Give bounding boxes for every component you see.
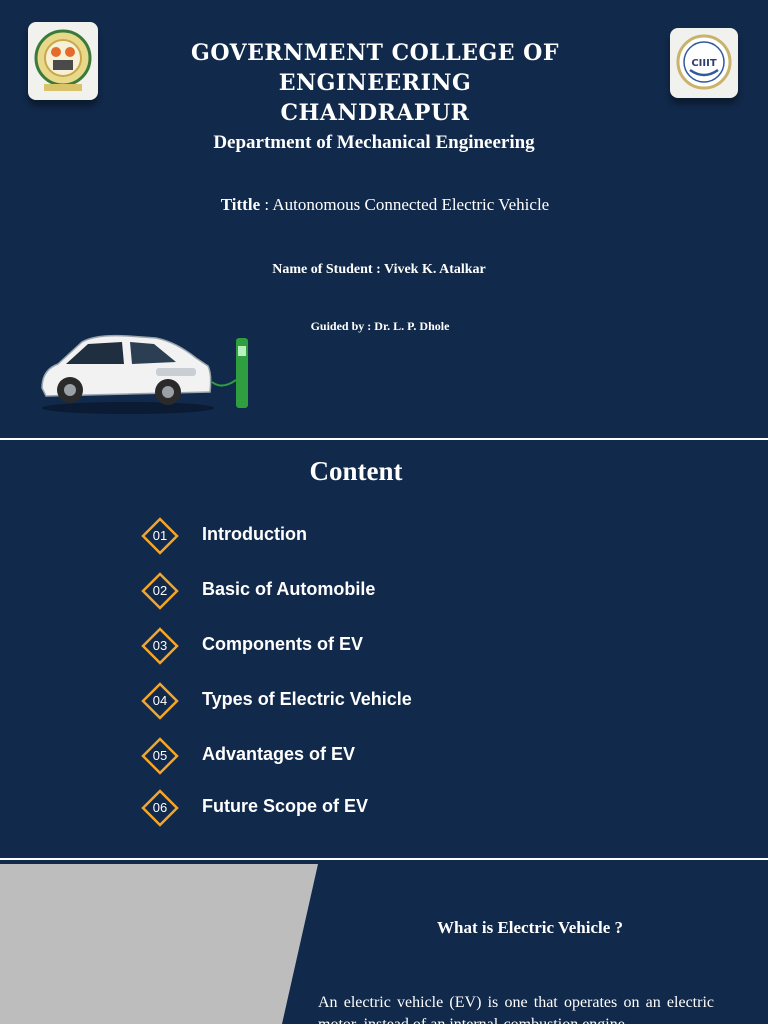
college-name-line2: CHANDRAPUR <box>280 100 470 126</box>
student-name: Name of Student : Vivek K. Atalkar <box>272 262 486 277</box>
ev-heading: What is Electric Vehicle ? <box>436 918 624 937</box>
toc-number: 05 <box>152 748 168 763</box>
toc-item-future-scope-of-ev[interactable] <box>140 788 560 828</box>
toc-label: Components of EV <box>202 634 363 654</box>
toc-label: Advantages of EV <box>202 744 356 764</box>
toc-item-advantages-of-ev[interactable] <box>140 736 560 776</box>
toc-item-components-of-ev[interactable] <box>140 626 560 666</box>
toc-label: Types of Electric Vehicle <box>202 689 412 709</box>
content-heading: Content <box>309 456 403 486</box>
title-slide <box>0 0 768 438</box>
toc-number: 01 <box>152 528 168 543</box>
ciiit-logo <box>670 28 738 98</box>
grey-decorative-panel <box>0 860 320 1024</box>
toc-item-basic-of-automobile[interactable] <box>140 571 560 611</box>
what-is-ev-slide <box>0 860 768 1033</box>
toc-label: Introduction <box>202 524 307 544</box>
toc-number: 04 <box>152 693 168 708</box>
college-name-line1: GOVERNMENT COLLEGE OF ENGINEERING <box>191 40 559 96</box>
college-name <box>110 38 640 128</box>
title-label: Tittle <box>220 195 261 214</box>
ev-definition-text: An electric vehicle (EV) is one that operates on an electric motor, instead of an internal-combustion engine <box>318 994 714 1033</box>
toc-number: 03 <box>152 638 168 653</box>
toc-label: Basic of Automobile <box>202 579 376 599</box>
guide-name: Guided by : Dr. L. P. Dhole <box>310 319 450 333</box>
department-name: Department of Mechanical Engineering <box>213 132 535 153</box>
toc-item-types-of-electric-vehicle[interactable] <box>140 681 560 721</box>
ciiit-logo-text: CIIIT <box>691 58 717 69</box>
title-value: : Autonomous Connected Electric Vehicle <box>264 195 550 214</box>
content-slide <box>0 440 768 858</box>
toc-item-introduction[interactable] <box>140 516 560 556</box>
toc-label: Future Scope of EV <box>202 796 369 816</box>
toc-number: 06 <box>152 800 168 815</box>
toc-number: 02 <box>152 583 168 598</box>
college-emblem-logo <box>28 22 98 100</box>
project-title <box>220 194 550 216</box>
electric-car-charging-illustration <box>36 330 266 420</box>
